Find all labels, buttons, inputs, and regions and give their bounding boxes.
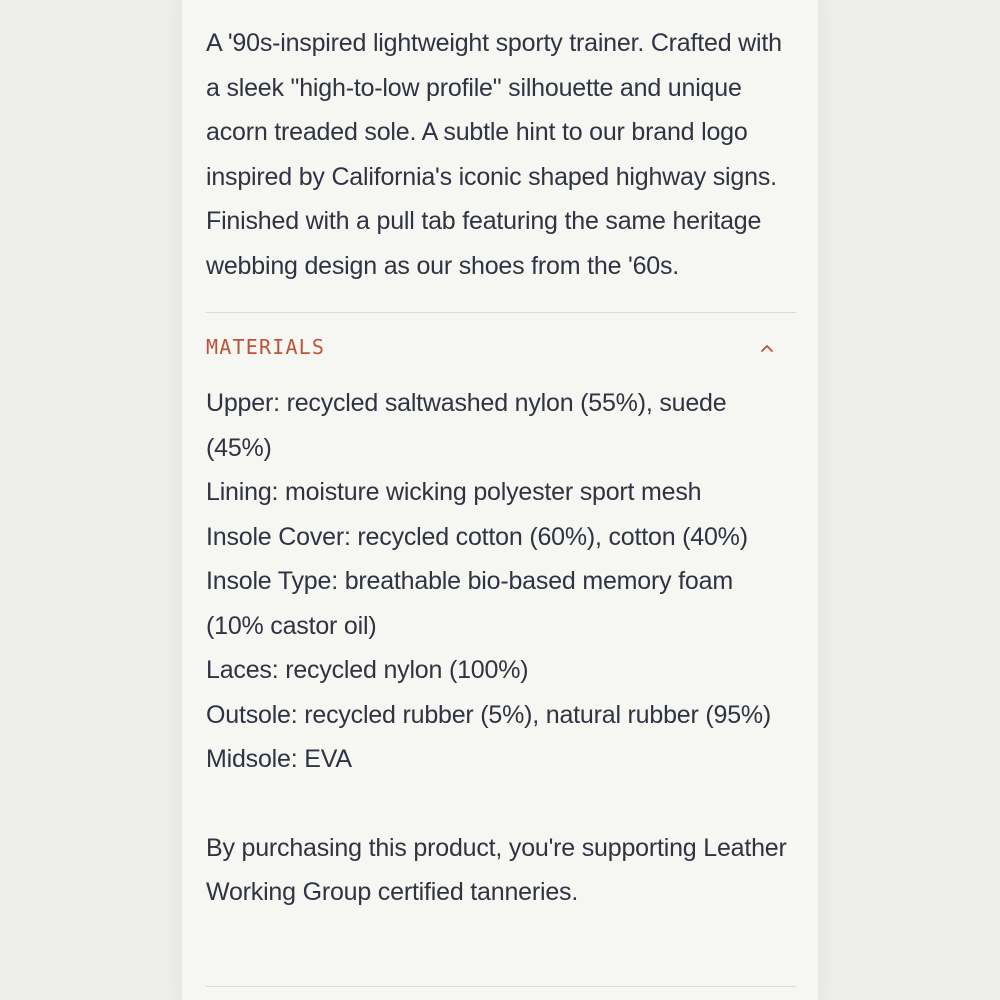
materials-title: MATERIALS	[206, 335, 326, 359]
material-item: Lining: moisture wicking polyester sport mesh	[206, 478, 702, 506]
material-item: Midsole: EVA	[206, 745, 352, 773]
purchase-note: By purchasing this product, you're supporting Leather Working Group certified tanneries.	[206, 833, 787, 906]
chevron-up-icon[interactable]	[760, 343, 774, 353]
material-item: Outsole: recycled rubber (5%), natural rubber (95%)	[206, 700, 772, 729]
product-details-panel	[182, 0, 818, 1000]
material-item: Insole Cover: recycled cotton (60%), cotton (40%)	[206, 522, 748, 551]
product-description: A '90s-inspired lightweight sporty trainer. Crafted with a sleek "high-to-low profile" silhouette and unique acorn treaded sole. A subtle hint to our brand logo inspired by California's iconic shaped highway signs. Finished with a pull tab featuring the same heritage webbing design as our shoes from the '60s.	[206, 29, 782, 280]
bottom-divider	[206, 986, 796, 987]
materials-list	[206, 381, 796, 782]
material-item: Laces: recycled nylon (100%)	[206, 656, 529, 684]
product-details-content	[206, 21, 796, 915]
materials-accordion-header[interactable]	[206, 313, 796, 381]
material-item: Insole Type: breathable bio-based memory foam (10% castor oil)	[206, 567, 733, 640]
material-item: Upper: recycled saltwashed nylon (55%), suede (45%)	[206, 389, 727, 462]
